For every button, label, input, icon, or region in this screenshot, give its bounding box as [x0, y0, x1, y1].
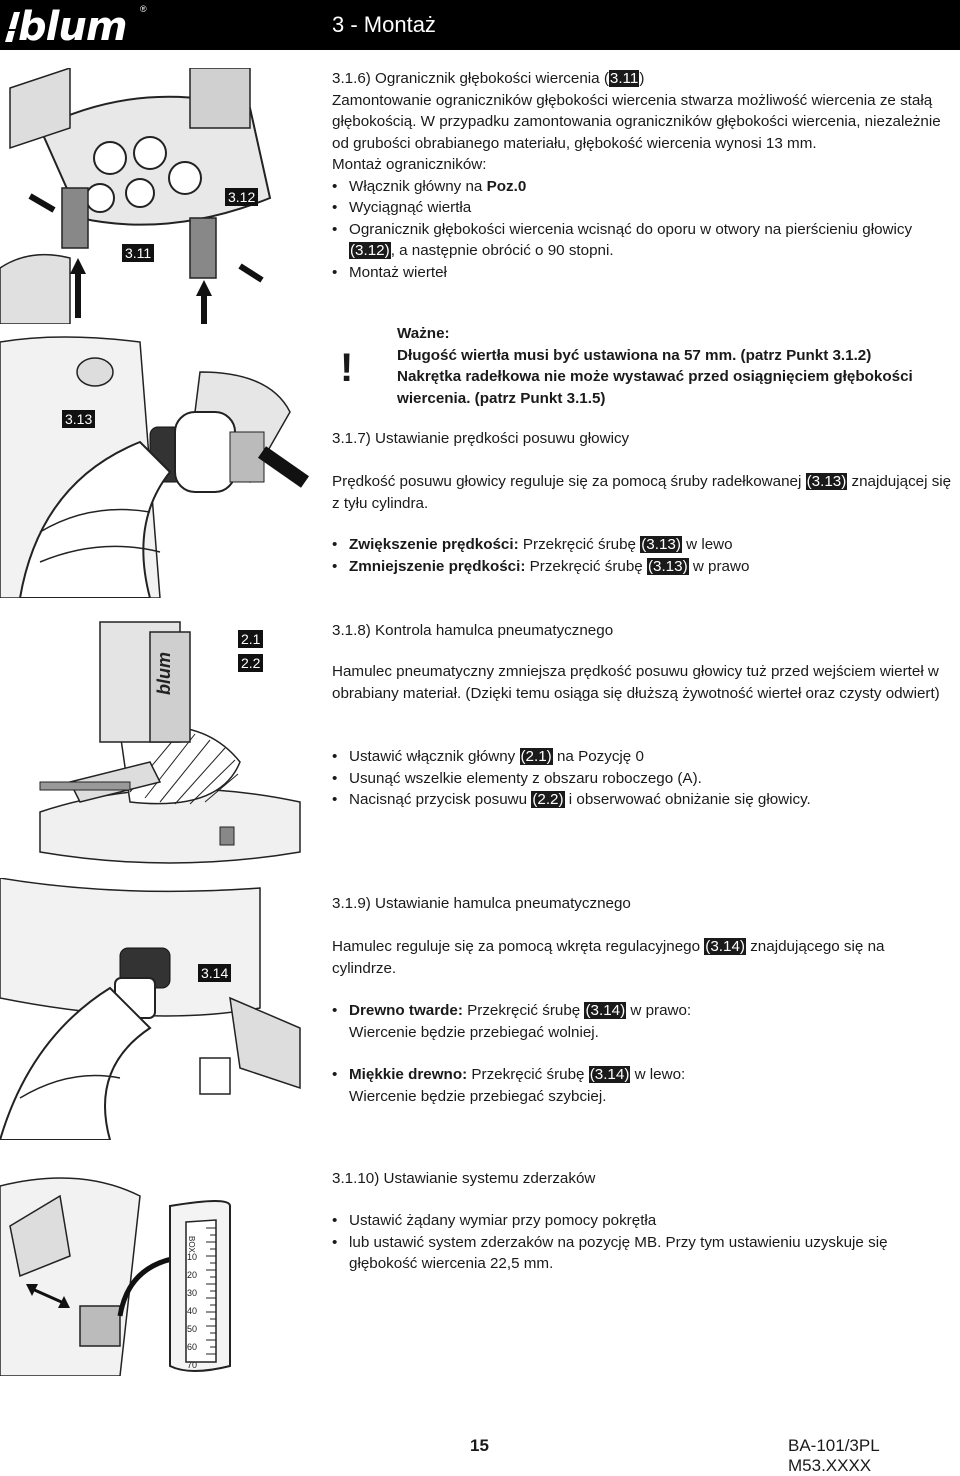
bullet-list: [332, 1210, 952, 1275]
section-3-1-6: [332, 68, 952, 283]
page-header: [0, 0, 960, 50]
figure-reference: (2.2): [532, 791, 564, 808]
warning-title: Ważne:: [397, 325, 450, 342]
list-item: • Montaż wierteł: [332, 262, 952, 284]
stop-system-illustration: [0, 1166, 310, 1376]
page-number: 15: [470, 1436, 489, 1455]
ruler-tick-label: 60: [187, 1342, 198, 1352]
section-heading: 3.1.9) Ustawianie hamulca pneumatycznego: [332, 895, 631, 912]
ruler-tick-label: 70: [187, 1360, 198, 1370]
document-code: BA-101/3PL M53.XXXX: [788, 1436, 880, 1475]
figure-reference: 3.11: [609, 70, 639, 87]
warning-line: Nakrętka radełkowa nie może wystawać przed osiągnięciem głębokości wiercenia. (patrz Punkt 3.1.5): [397, 368, 913, 407]
section-heading: 3.1.10) Ustawianie systemu zderzaków: [332, 1170, 596, 1187]
figure-reference: (3.14): [589, 1066, 630, 1083]
figure-reference: (2.1): [520, 748, 552, 765]
bullet-list: [332, 176, 952, 284]
section-heading: 3.1.6) Ogranicznik głębokości wiercenia (3.11): [332, 70, 645, 87]
list-item: • Zmniejszenie prędkości: Przekręcić śrubę (3.13) w prawo: [332, 556, 952, 578]
figure-tag: 2.1: [238, 630, 263, 648]
warning-line: Długość wiertła musi być ustawiona na 57 mm. (patrz Punkt 3.1.2): [397, 346, 872, 364]
figure-reference: (3.13): [647, 557, 688, 575]
ruler-tick-label: 40: [187, 1306, 198, 1316]
ruler-tick-label: 30: [187, 1288, 198, 1298]
list-item: • Ustawić żądany wymiar przy pomocy pokrętła: [332, 1210, 952, 1232]
figure-machine: [0, 612, 310, 874]
list-item: • Zwiększenie prędkości: Przekręcić śrubę (3.13) w lewo: [332, 534, 952, 556]
list-item: • Miękkie drewno: Przekręcić śrubę (3.14) w lewo: Wiercenie będzie przebiegać szybciej.: [332, 1064, 952, 1107]
bullet-list: [332, 746, 952, 811]
figure-tag: 3.12: [225, 188, 258, 206]
figure-tag: 3.13: [62, 410, 95, 428]
figure-reference: (3.13): [641, 536, 681, 553]
page-title: 3 - Montaż: [332, 12, 436, 37]
figure-reference: (3.14): [585, 1002, 626, 1019]
list-item: • Włącznik główny na Poz.0: [332, 176, 952, 198]
bullet-list: [332, 534, 952, 577]
section-intro: Montaż ograniczników:: [332, 156, 487, 173]
list-item: • lub ustawić system zderzaków na pozycję MB. Przy tym ustawieniu uzyskuje się głębokość wiercenia 22,5 mm.: [332, 1232, 952, 1275]
figure-tag: 3.14: [198, 964, 231, 982]
machine-brand-label: blum: [154, 652, 174, 695]
list-item: • Ustawić włącznik główny (2.1) na Pozycję 0: [332, 746, 952, 768]
ruler-scale: [187, 1248, 205, 1374]
figure-reference: (3.13): [806, 473, 847, 490]
figure-tag: 2.2: [238, 654, 263, 672]
bullet-list: [332, 1000, 952, 1107]
warning-block: [397, 323, 957, 409]
figure-drill-head-stops: [0, 68, 290, 324]
list-item: • Nacisnąć przycisk posuwu (2.2) i obserwować obniżanie się głowicy.: [332, 789, 952, 811]
ruler-tick-label: 20: [187, 1270, 198, 1280]
list-item: • Wyciągnąć wiertła: [332, 197, 952, 219]
list-item: • Usunąć wszelkie elementy z obszaru roboczego (A).: [332, 768, 952, 790]
figure-brake-screw: [0, 878, 310, 1140]
section-paragraph: Hamulec reguluje się za pomocą wkręta regulacyjnego (3.14) znajdującego się na cylindrze.: [332, 938, 885, 977]
section-heading: 3.1.7) Ustawianie prędkości posuwu głowicy: [332, 430, 630, 447]
section-paragraph: Prędkość posuwu głowicy reguluje się za pomocą śruby radełkowanej (3.13) znajdującej się z tyłu cylindra.: [332, 473, 952, 512]
ruler-box-label: BOX: [187, 1236, 196, 1253]
figure-tag: 3.11: [122, 244, 154, 262]
figure-knurled-screw: [0, 332, 310, 598]
figure-stop-system: [0, 1166, 310, 1376]
ruler-tick-label: 10: [187, 1252, 198, 1262]
ruler-tick-label: 50: [187, 1324, 198, 1334]
brand-logo: blum: [18, 4, 127, 50]
list-item: • Ogranicznik głębokości wiercenia wcisnąć do oporu w otwory na pierścieniu głowicy (3.12), a następnie obrócić o 90 stopni.: [332, 219, 952, 262]
figure-reference: (3.14): [705, 938, 745, 955]
section-paragraph: Hamulec pneumatyczny zmniejsza prędkość posuwu głowicy tuż przed wejściem wierteł w obrabiany materiał. (Dzięki temu osiąga się dłuższą żywotność wierteł oraz czysty odwiert): [332, 663, 940, 702]
list-item: • Drewno twarde: Przekręcić śrubę (3.14) w prawo: Wiercenie będzie przebiegać wolniej.: [332, 1000, 952, 1043]
knurled-screw-illustration: [0, 332, 310, 598]
figure-reference: (3.12): [350, 242, 390, 259]
warning-icon: !: [340, 346, 354, 390]
registered-mark: ®: [140, 4, 147, 14]
brake-screw-illustration: [0, 878, 310, 1140]
section-paragraph: Zamontowanie ograniczników głębokości wiercenia stwarza możliwość wiercenia ze stałą głębokością. W przypadku zamontowania ograniczników głębokości wiercenia, niezależnie od grubości obrabianego materiału, głębokość wiercenia wynosi 13 mm.: [332, 91, 941, 152]
section-heading: 3.1.8) Kontrola hamulca pneumatycznego: [332, 622, 614, 639]
